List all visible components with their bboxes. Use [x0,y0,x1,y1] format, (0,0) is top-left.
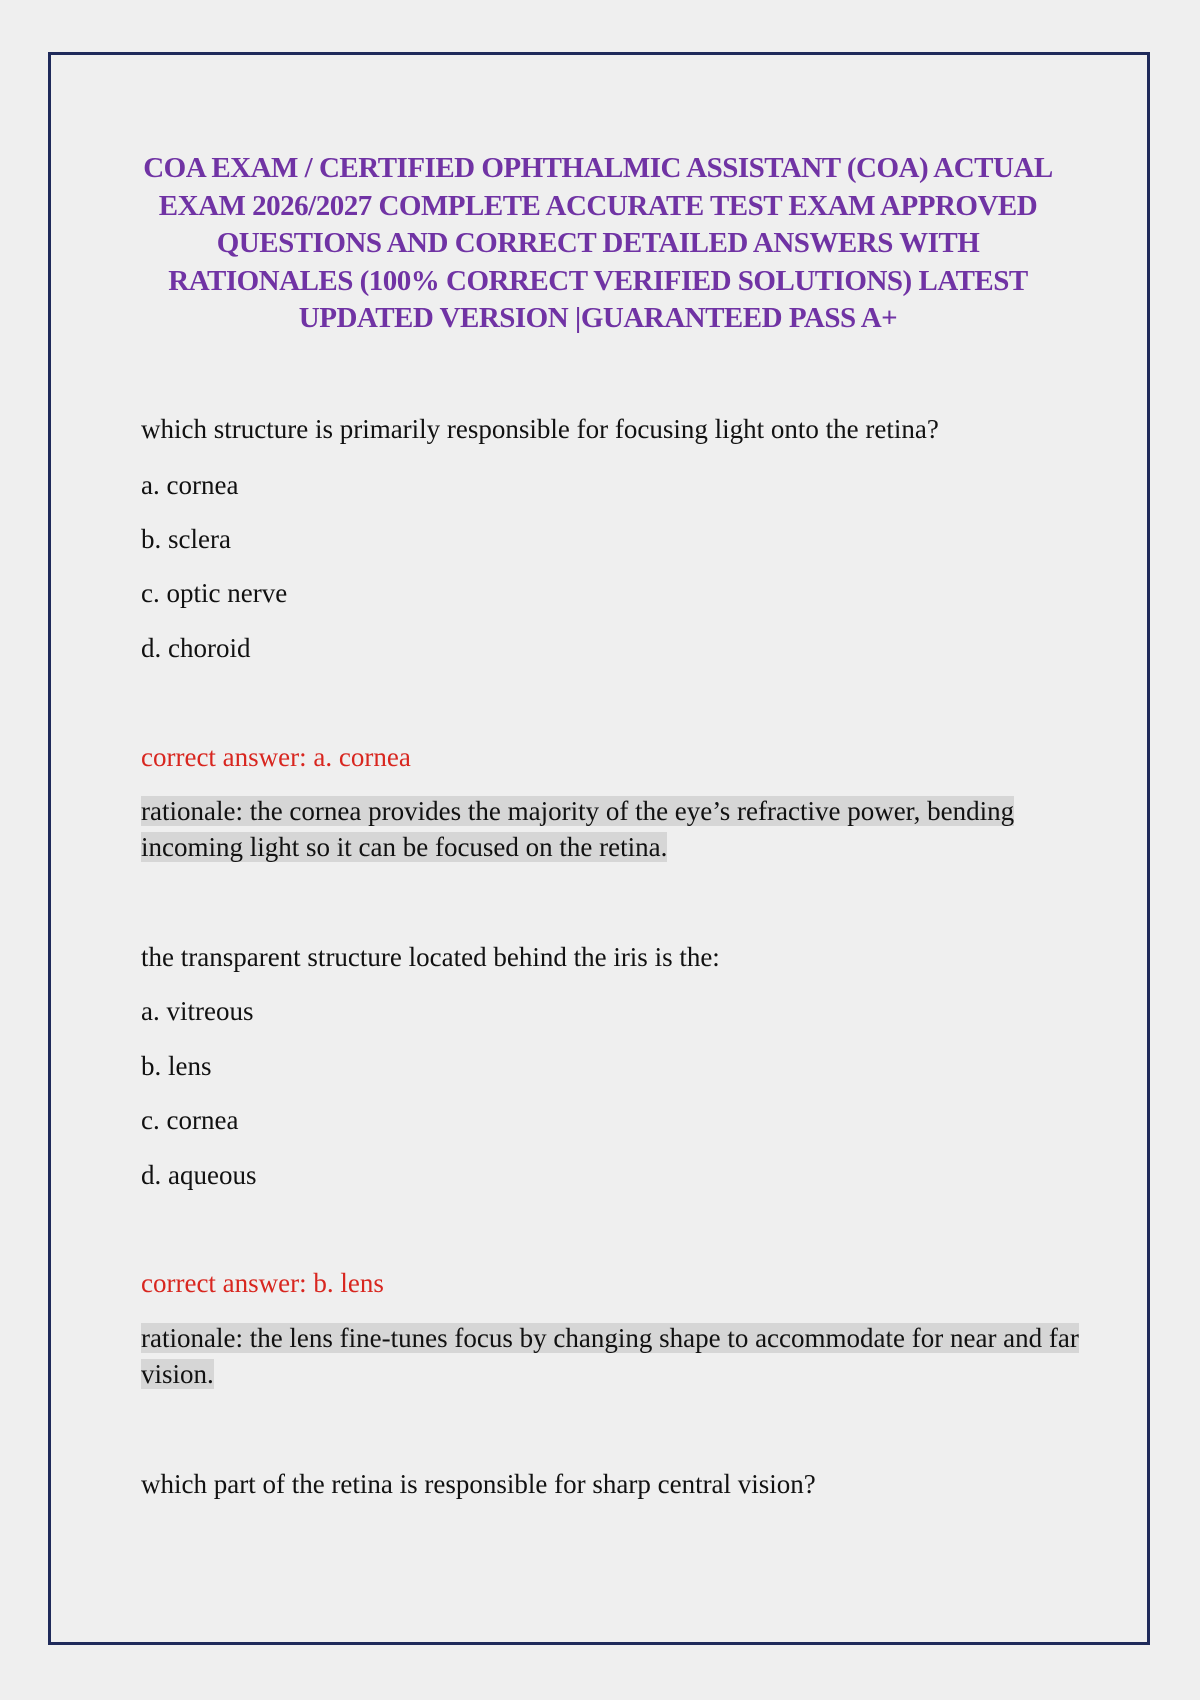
question-2-option-d: d. aqueous [141,1160,257,1190]
question-1-rationale-text: rationale: the cornea provides the majority of the eye’s refractive power, bending incoming light so it can be focused on the retina. [141,796,1015,862]
question-1-option-b: b. sclera [141,524,231,554]
question-2-correct-answer: correct answer: b. lens [141,1268,384,1298]
question-1-option-a: a. cornea [141,470,239,500]
question-1-rationale [141,793,1081,865]
question-2-option-a: a. vitreous [141,996,254,1026]
question-2-rationale-text: rationale: the lens fine-tunes focus by changing shape to accommodate for near and far vision. [141,1323,1079,1389]
question-2-text: the transparent structure located behind the iris is the: [141,942,720,972]
question-2-option-c: c. cornea [141,1105,239,1135]
question-1-option-c: c. optic nerve [141,578,288,608]
question-2-option-b: b. lens [141,1051,212,1081]
question-1-text: which structure is primarily responsible for focusing light onto the retina? [141,414,939,444]
question-3-text: which part of the retina is responsible for sharp central vision? [141,1469,816,1499]
question-1-correct-answer: correct answer: a. cornea [141,742,411,772]
document-title: COA EXAM / CERTIFIED OPHTHALMIC ASSISTANT (COA) ACTUAL EXAM 2026/2027 COMPLETE ACCURATE TEST EXAM APPROVED QUESTIONS AND CORRECT DETAILED ANSWERS WITH RATIONALES (100% CORRECT VERIFIED SOLUTIONS) LATEST UPDATED VERSION |GUARANTEED PASS A+ [143,152,1053,334]
question-2-rationale [141,1320,1081,1392]
question-1-option-d: d. choroid [141,633,251,663]
